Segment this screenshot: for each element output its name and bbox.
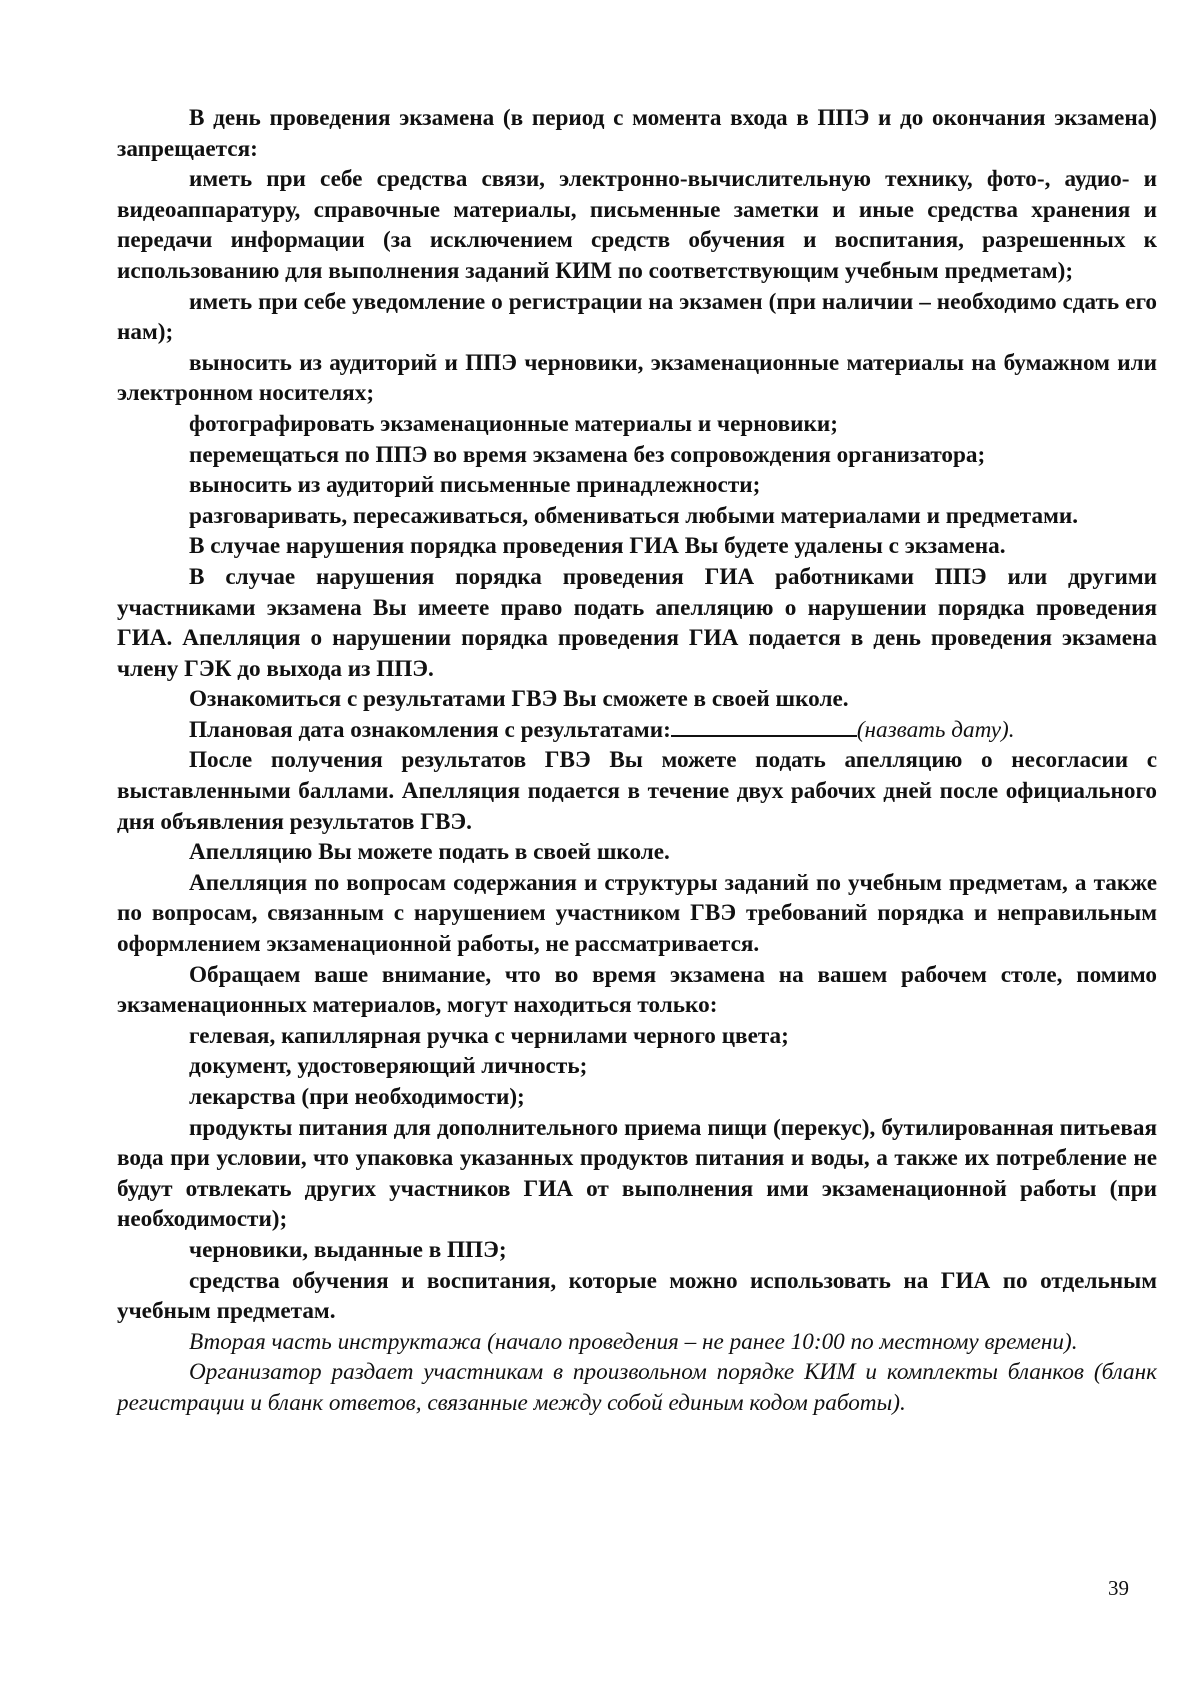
paragraph-photograph-materials: фотографировать экзаменационные материалы и черновики; bbox=[189, 410, 838, 437]
page-number: 39 bbox=[1108, 1576, 1129, 1600]
paragraph-prohibitions-intro: В день проведения экзамена (в период с момента входа в ППЭ и до окончания экзамена) запрещается: bbox=[117, 105, 1157, 162]
list-item-medicine: лекарства (при необходимости); bbox=[189, 1084, 525, 1110]
paragraph-removal-warning: В случае нарушения порядка проведения ГИА Вы будете удалены с экзамена. bbox=[189, 533, 1006, 560]
date-blank-line bbox=[671, 715, 857, 737]
list-item-learning-tools: средства обучения и воспитания, которые можно использовать на ГИА по отдельным учебным предметам. bbox=[117, 1267, 1157, 1325]
paragraph-talking-exchange: разговаривать, пересаживаться, обмениваться любыми материалами и предметами. bbox=[189, 502, 1079, 529]
list-item-pen: гелевая, капиллярная ручка с чернилами черного цвета; bbox=[189, 1022, 789, 1049]
planned-date-line bbox=[117, 715, 1157, 746]
paragraph-appeal-not-considered: Апелляция по вопросам содержания и структуры заданий по учебным предметам, а также по вопросам, связанным с нарушением участником ГВЭ требований порядка и неправильным оформлением экзаменационной работы, не рассматривается. bbox=[117, 869, 1157, 958]
paragraph-second-part-briefing: Вторая часть инструктажа (начало проведения – не ранее 10:00 по местному времени). bbox=[189, 1328, 1078, 1355]
paragraph-remove-writing-tools: выносить из аудиторий письменные принадлежности; bbox=[189, 472, 761, 499]
paragraph-score-appeal: После получения результатов ГВЭ Вы можете подать апелляцию о несогласии с выставленными баллами. Апелляция подается в течение двух рабочих дней после официального дня объявления результатов ГВЭ. bbox=[117, 747, 1157, 835]
paragraph-appeal-location: Апелляцию Вы можете подать в своей школе. bbox=[189, 839, 670, 866]
planned-date-hint: (назвать дату). bbox=[856, 716, 1015, 743]
planned-date-label: Плановая дата ознакомления с результатами: bbox=[189, 716, 671, 743]
list-item-food-water: продукты питания для дополнительного приема пищи (перекус), бутилированная питьевая вода при условии, что упаковка указанных продуктов питания и воды, а также их потребление не будут отвлекать других участников ГИА от выполнения ими экзаменационной работы (при необходимости); bbox=[117, 1114, 1157, 1233]
document-body bbox=[117, 103, 1157, 1419]
list-item-drafts: черновики, выданные в ППЭ; bbox=[189, 1236, 507, 1263]
paragraph-communication-devices: иметь при себе средства связи, электронно-вычислительную технику, фото-, аудио- и видеоаппаратуру, справочные материалы, письменные заметки и иные средства хранения и передачи информации (за исключением средств обучения и воспитания, разрешенных к использованию для выполнения заданий КИМ по соответствующим учебным предметам); bbox=[117, 166, 1157, 284]
paragraph-registration-notice: иметь при себе уведомление о регистрации на экзамен (при наличии – необходимо сдать его нам); bbox=[117, 288, 1157, 346]
paragraph-desk-items-intro: Обращаем ваше внимание, что во время экзамена на вашем рабочем столе, помимо экзаменационных материалов, могут находиться только: bbox=[117, 961, 1157, 1019]
paragraph-results-school: Ознакомиться с результатами ГВЭ Вы сможете в своей школе. bbox=[189, 686, 849, 713]
paragraph-procedure-appeal: В случае нарушения порядка проведения ГИА работниками ППЭ или другими участниками экзамена Вы имеете право подать апелляцию о нарушении порядка проведения ГИА. Апелляция о нарушении порядка проведения ГИА подается в день проведения экзамена члену ГЭК до выхода из ППЭ. bbox=[117, 563, 1157, 682]
paragraph-organizer-distributes: Организатор раздает участникам в произвольном порядке КИМ и комплекты бланков (бланк регистрации и бланк ответов, связанные между собой единым кодом работы). bbox=[117, 1359, 1157, 1416]
paragraph-remove-materials: выносить из аудиторий и ППЭ черновики, экзаменационные материалы на бумажном или электронном носителях; bbox=[117, 349, 1157, 407]
list-item-identity-document: документ, удостоверяющий личность; bbox=[189, 1053, 588, 1080]
paragraph-move-without-organizer: перемещаться по ППЭ во время экзамена без сопровождения организатора; bbox=[189, 441, 986, 468]
